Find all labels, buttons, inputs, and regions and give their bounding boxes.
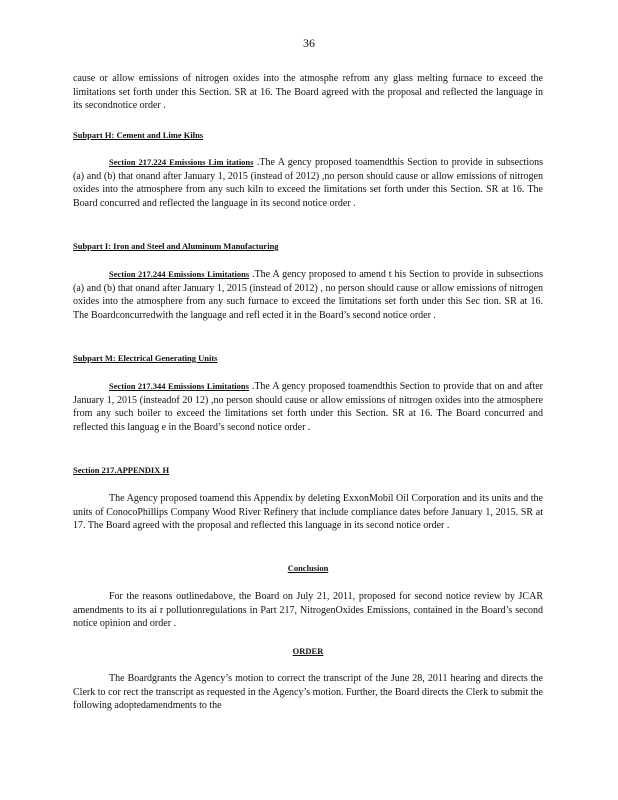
paragraph-conclusion-text: For the reasons outlinedabove, the Board on July 21, 2011, proposed for second notice review by JCAR amendments to its ai r pollutionregulations in Part 217, NitrogenOxides Emissions, contained in the Board’s second notice opinion and order . (73, 591, 543, 630)
heading-conclusion (73, 563, 543, 573)
paragraph-conclusion (73, 590, 543, 631)
paragraph-order-text: The Boardgrants the Agency’s motion to correct the transcript of the June 28, 2011 hearing and directs the Clerk to cor rect the transcript as requested in the Agency’s motion. Further, the Board directs the Clerk to submit the following adoptedamendments to the (73, 673, 543, 712)
heading-order (73, 646, 543, 656)
paragraph-section-217-224 (73, 156, 543, 210)
paragraph-section-217-344-text: .The A gency proposed toamendthis Section to provide that on and after January 1, 2015 (insteadof 20 12) ,no person should cause or allow emissions of nitrogen oxides into the atmosphere from any such boiler to exceed the limitations set forth under this Section. SR at 16. The Board concurred and reflected this languag e in the Board’s second notice order . (73, 381, 544, 433)
section-217-224-title: Section 217.224 Emissions Lim itations (109, 157, 254, 167)
paragraph-section-217-244-text: .The A gency proposed to amend t his Section to provide in subsections (a) and (b) that onand after January 1, 2015 (instead of 2012) , no person should cause or allow emissions of nitrogen oxides into the atmosphere from any such furnace to exceed the limitations set forth under this Sec tion. SR at 16. The Boardconcurredwith the language and refl ected it in the Board’s second notice order . (73, 269, 544, 321)
paragraph-section-217-344 (73, 380, 543, 434)
paragraph-section-217-244 (73, 268, 543, 322)
heading-conclusion-text: Conclusion (287, 563, 329, 573)
paragraph-section-217-224-text: .The A gency proposed toamendthis Section to provide in subsections (a) and (b) that onand after January 1, 2015 (instead of 2012) ,no person should cause or allow emissions of nitrogen oxides into the atmosphere from any such kiln to exceed the limitations set forth under this Section. SR at 16. The Board concurred and reflected the language in its second notice order . (73, 157, 543, 209)
section-217-244-title: Section 217.244 Emissions Limitations (109, 269, 250, 279)
heading-subpart-h: Subpart H: Cement and Lime Kilns (73, 130, 204, 140)
heading-subpart-i: Subpart I: Iron and Steel and Aluminum Manufacturing (73, 241, 279, 251)
paragraph-appendix-h-text: The Agency proposed toamend this Appendix by deleting ExxonMobil Oil Corporation and its units and the units of ConocoPhillips Company Wood River Refinery that include compliance dates before January 1, 2015. SR at 17. The Board agreed with the proposal and reflected this language in its second notice order . (73, 493, 543, 532)
paragraph-order (73, 672, 543, 713)
section-217-344-title: Section 217.344 Emissions Limitations (109, 381, 249, 391)
heading-appendix-h: Section 217.APPENDIX H (73, 465, 170, 475)
paragraph-glass-furnace: cause or allow emissions of nitrogen oxides into the atmosphe refrom any glass melting furnace to exceed the limitations set forth under this Section. SR at 16. The Board agreed with the proposal and reflected the language in its secondnotice order . (73, 73, 543, 112)
page-number: 36 (303, 36, 315, 50)
paragraph-appendix-h (73, 492, 543, 533)
heading-order-text: ORDER (292, 646, 324, 656)
heading-subpart-m: Subpart M: Electrical Generating Units (73, 353, 218, 363)
